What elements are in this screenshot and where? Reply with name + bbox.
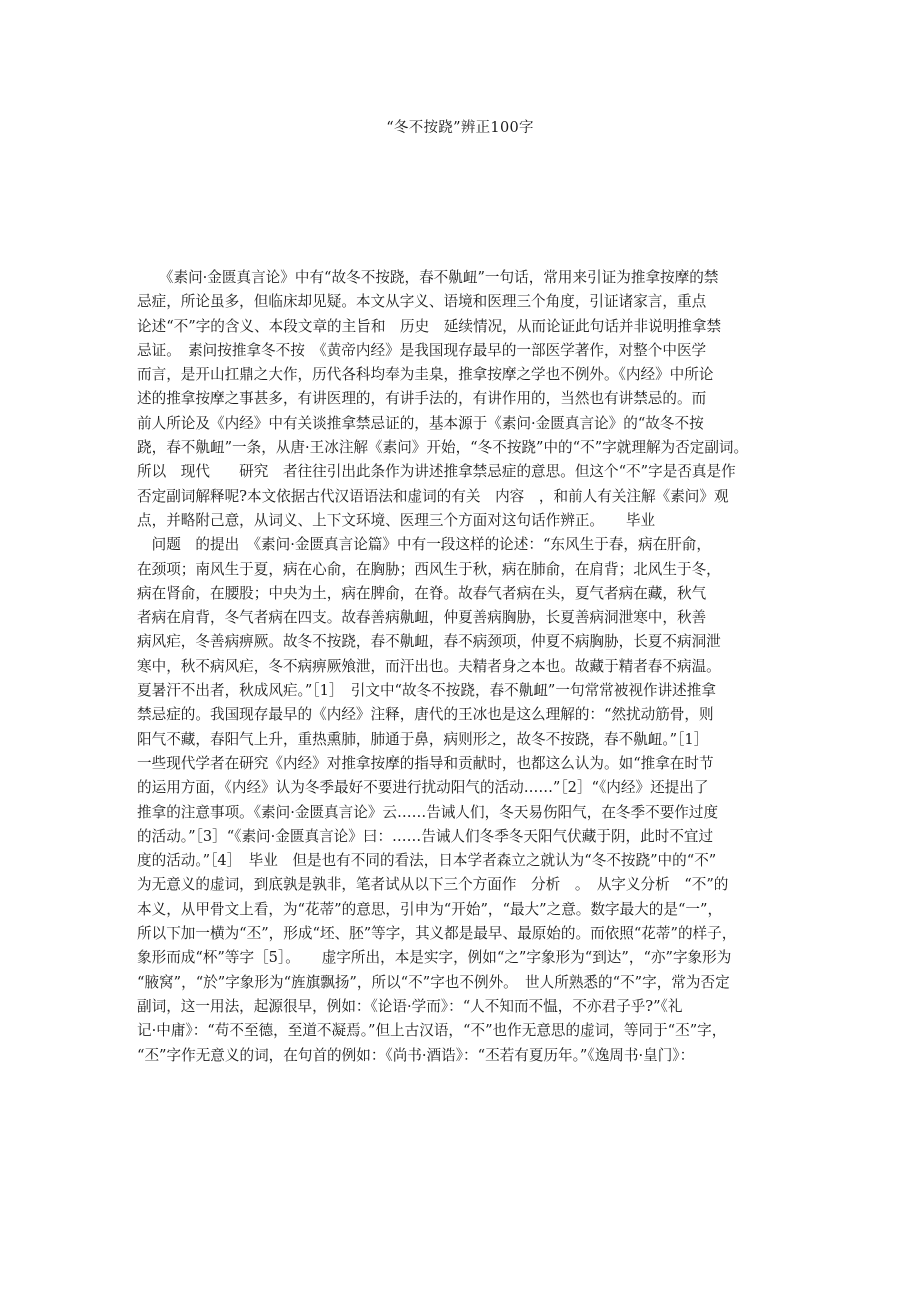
- text-line: 前人所论及《内经》中有关谈推拿禁忌证的，基本源于《素问·金匮真言论》的“故冬不按: [137, 414, 704, 432]
- text-line: 的运用方面，《内经》认为冬季最好不要进行扰动阳气的活动……”［2］“《内经》还提出了: [137, 779, 709, 797]
- text-line: 论述“不”字的含义、本段文章的主旨和 历史 延续情况，从而论证此句话并非说明推拿禁: [137, 317, 722, 335]
- text-line: 推拿的注意事项。《素问·金匮真言论》云……告诫人们，冬天易伤阳气，在冬季不要作过度: [137, 803, 719, 821]
- text-line: 寒中，秋不病风疟，冬不病痹厥飧泄，而汗出也。夫精者身之本也。故藏于精者春不病温。: [137, 657, 721, 675]
- text-line: 述的推拿按摩之事甚多，有讲医理的，有讲手法的，有讲作用的，当然也有讲禁忌的。而: [137, 390, 707, 408]
- text-line: 《素问·金匮真言论》中有“故冬不按跷，春不鼽衄”一句话，常用来引证为推拿按摩的禁: [137, 269, 719, 286]
- text-line: 跷，春不鼽衄”一条，从唐·王冰注解《素问》开始，“冬不按跷”中的“不”字就理解为否定副词。: [137, 439, 749, 457]
- text-line: 一些现代学者在研究《内经》对推拿按摩的指导和贡献时，也都这么认为。如“推拿在时节: [137, 754, 714, 772]
- text-line: 本义，从甲骨文上看，为“花蒂”的意思，引申为“开始”，“最大”之意。数字最大的是“一”，: [137, 900, 723, 918]
- text-line: 忌症，所论虽多，但临床却见疑。本文从字义、语境和医理三个角度，引证诸家言，重点: [137, 293, 707, 311]
- text-line: 者病在肩背，冬气者病在四支。故春善病鼽衄，仲夏善病胸胁，长夏善病洞泄寒中，秋善: [137, 609, 707, 627]
- text-line: 在颈项；南风生于夏，病在心俞，在胸胁；西风生于秋，病在肺俞，在肩背；北风生于冬，: [137, 560, 721, 578]
- document-body: [137, 266, 787, 1068]
- text-line: 点，并略附己意，从词义、上下文环境、医理三个方面对这句话作辨正。 毕业: [137, 511, 656, 529]
- text-line: “丕”字作无意义的词，在句首的例如：《尚书·酒诰》：“丕若有夏历年。”《逸周书·皇门》：: [137, 1046, 695, 1064]
- text-line: 记·中庸》：“苟不至德，至道不凝焉。”但上古汉语，“不”也作无意思的虚词，等同于“丕”字，: [137, 1022, 727, 1040]
- text-line: 否定副词解释呢?本文依据古代汉语语法和虚词的有关 内容 ，和前人有关注解《素问》观: [137, 487, 729, 505]
- text-line: 问题 的提出 《素问·金匮真言论篇》中有一段这样的论述：“东风生于春，病在肝俞，: [137, 536, 711, 554]
- text-line: 度的活动。”［4］ 毕业 但是也有不同的看法，日本学者森立之就认为“冬不按跷”中的“不”: [137, 852, 717, 870]
- text-line: 象形而成“杯”等字［5］。 虚字所出，本是实字，例如“之”字象形为“到达”，“亦”字象形为: [137, 949, 732, 967]
- text-line: 忌证。 素问按推拿冬不按 《黄帝内经》是我国现存最早的一部医学著作，对整个中医学: [137, 341, 707, 359]
- text-line: 夏暑汗不出者，秋成风疟。”［1］ 引文中“故冬不按跷，春不鼽衄”一句常常被视作讲述推拿: [137, 682, 716, 700]
- text-line: 禁忌症的。我国现存最早的《内经》注释，唐代的王冰也是这么理解的：“然扰动筋骨，则: [137, 706, 714, 724]
- text-line: 的活动。”［3］“《素问·金匮真言论》曰：……告诫人们冬季冬天阳气伏藏于阴，此时不宜过: [137, 827, 714, 845]
- text-line: 病风疟，冬善病痹厥。故冬不按跷，春不鼽衄，春不病颈项，仲夏不病胸胁，长夏不病洞泄: [137, 633, 721, 651]
- text-line: 病在肾俞，在腰股；中央为土，病在脾俞，在脊。故春气者病在头，夏气者病在藏，秋气: [137, 584, 707, 602]
- text-line: 阳气不藏，春阳气上升，重热熏肺，肺通于鼻，病则形之，故冬不按跷，春不鼽衄。”［1］: [137, 730, 709, 748]
- text-line: 副词，这一用法，起源很早，例如：《论语·学而》：“人不知而不愠，不亦君子乎?”《礼: [137, 997, 683, 1015]
- text-line: “腋窝”，“於”字象形为“旌旗飘扬”，所以“不”字也不例外。 世人所熟悉的“不”字，常为否定: [137, 973, 730, 991]
- text-line: 为无意义的虚词，到底孰是孰非，笔者试从以下三个方面作 分析 。 从字义分析 “不”的: [137, 876, 729, 894]
- document-title: “冬不按跷”辨正100字: [386, 120, 534, 136]
- text-line: 所以下加一横为“丕”，形成“坯、胚”等字，其义都是最早、最原始的。而依照“花蒂”的样子，: [137, 925, 737, 943]
- text-line: 而言，是开山扛鼎之大作，历代各科均奉为圭臬，推拿按摩之学也不例外。《内经》中所论: [137, 366, 714, 384]
- text-line: 所以 现代 研究 者往往引出此条作为讲述推拿禁忌症的意思。但这个“不”字是否真是作: [137, 463, 736, 481]
